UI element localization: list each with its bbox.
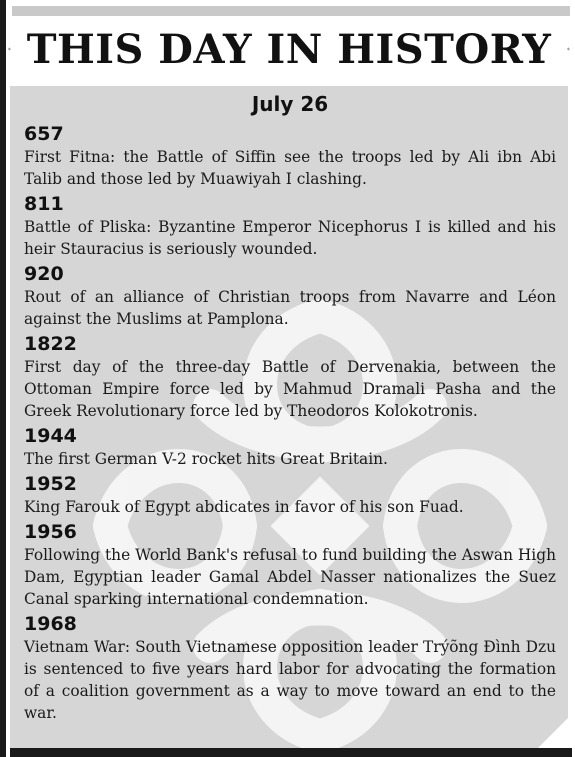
event-text: King Farouk of Egypt abdicates in favor of his son Fuad.: [24, 498, 464, 516]
date-heading: July 26: [251, 92, 329, 116]
folded-corner: [538, 718, 568, 748]
events-list: [24, 86, 556, 726]
event-year: 811: [24, 193, 64, 215]
fleuron-icon: [8, 29, 11, 69]
top-rule: [12, 6, 570, 16]
event-text: First day of the three-day Battle of Dervenakia, between the Ottoman Empire force led by Mahmud Dramali Pasha and the Greek Revolutionary force led by Theodoros Kolokotronis.: [24, 358, 556, 420]
list-item: [24, 262, 556, 330]
event-year: 657: [24, 123, 64, 145]
event-year: 1956: [24, 521, 77, 543]
event-text: The first German V-2 rocket hits Great Britain.: [24, 450, 388, 468]
left-rule: [0, 0, 6, 757]
event-text: Vietnam War: South Vietnamese opposition leader Trýõng Ðình Dzu is sentenced to five years hard labor for advocating the formation of a coalition government as a way to move toward an end to the war.: [24, 638, 556, 722]
content-panel: [10, 86, 568, 748]
event-text: Following the World Bank's refusal to fund building the Aswan High Dam, Egyptian leader Gamal Abdel Nasser nationalizes the Suez Canal sparking international condemnation.: [24, 546, 556, 608]
list-item: [24, 424, 556, 470]
list-item: [24, 612, 556, 724]
list-item: [24, 520, 556, 610]
page-title: THIS DAY IN HISTORY: [26, 25, 552, 73]
event-year: 1952: [24, 473, 77, 495]
event-text: Rout of an alliance of Christian troops from Navarre and Léon against the Muslims at Pamplona.: [24, 288, 556, 328]
event-year: 1968: [24, 613, 77, 635]
event-year: 1944: [24, 425, 77, 447]
panel-shadow: [10, 748, 572, 757]
list-item: [24, 472, 556, 518]
event-text: Battle of Pliska: Byzantine Emperor Nicephorus I is killed and his heir Stauracius is seriously wounded.: [24, 218, 556, 258]
header: [8, 18, 570, 80]
fleuron-icon: [567, 29, 570, 69]
list-item: [24, 192, 556, 260]
event-year: 1822: [24, 333, 77, 355]
event-year: 920: [24, 263, 64, 285]
event-text: First Fitna: the Battle of Siffin see the troops led by Ali ibn Abi Talib and those led by Muawiyah I clashing.: [24, 148, 556, 188]
list-item: [24, 122, 556, 190]
list-item: [24, 332, 556, 422]
